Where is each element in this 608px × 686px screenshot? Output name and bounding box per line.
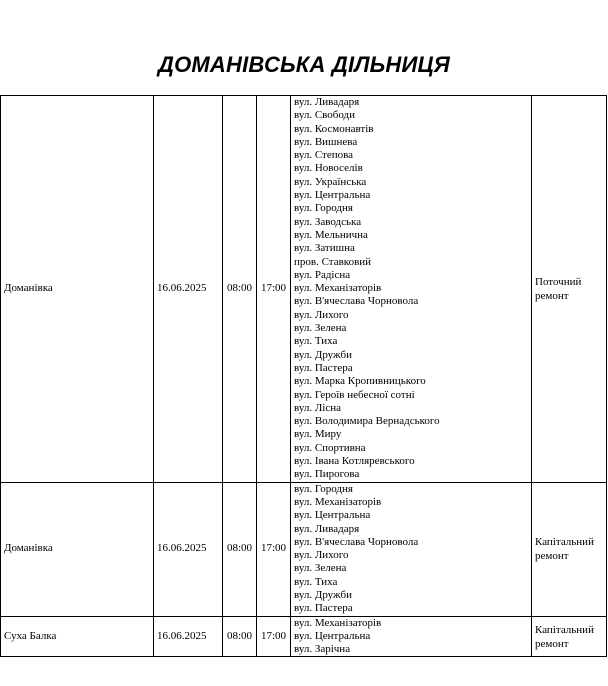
work-type-line: Капітальний	[535, 623, 594, 636]
work-type-line: Поточний	[535, 275, 582, 288]
date-cell: 16.06.2025	[154, 616, 223, 657]
street-item: вул. Заводська	[294, 215, 362, 228]
work-type-cell	[532, 482, 607, 616]
street-item: вул. Володимира Вернадського	[294, 415, 440, 428]
street-item: вул. Пастера	[294, 602, 353, 615]
date-cell: 16.06.2025	[154, 96, 223, 483]
street-item: вул. Зарічна	[294, 643, 351, 656]
page-title: ДОМАНІВСЬКА ДІЛЬНИЦЯ	[157, 52, 451, 77]
table-row	[1, 482, 607, 616]
work-type-cell	[532, 96, 607, 483]
streets-cell	[291, 616, 532, 657]
end-time-cell: 17:00	[257, 482, 291, 616]
street-item: пров. Ставковий	[294, 255, 372, 268]
outage-schedule-table	[0, 95, 607, 657]
street-item: вул. В'ячеслава Чорновола	[294, 295, 419, 308]
work-type-line: ремонт	[535, 550, 569, 563]
street-item: вул. Вишнева	[294, 135, 358, 148]
schedule-body	[1, 96, 607, 657]
end-time-cell: 17:00	[257, 616, 291, 657]
start-time-cell: 08:00	[223, 96, 257, 483]
streets-cell	[291, 482, 532, 616]
street-item: вул. Центральна	[294, 189, 371, 202]
street-item: вул. Городня	[294, 482, 353, 495]
street-item: вул. Новоселів	[294, 162, 363, 175]
work-type-line: ремонт	[535, 637, 569, 650]
street-item: вул. Механізаторів	[294, 616, 382, 629]
street-item: вул. Механізаторів	[294, 495, 382, 508]
street-item: вул. Ливадаря	[294, 96, 360, 108]
table-row	[1, 96, 607, 483]
street-item: вул. Героїв небесної сотні	[294, 388, 415, 401]
street-item: вул. Центральна	[294, 629, 371, 642]
street-item: вул. Степова	[294, 149, 354, 162]
village-cell: Доманівка	[1, 96, 154, 483]
street-item: вул. Дружби	[294, 348, 352, 361]
village-cell: Суха Балка	[1, 616, 154, 657]
start-time-cell: 08:00	[223, 482, 257, 616]
end-time-cell: 17:00	[257, 96, 291, 483]
street-item: вул. Пастера	[294, 361, 353, 374]
work-type-cell	[532, 616, 607, 657]
street-item: вул. Спортивна	[294, 441, 366, 454]
street-item: вул. Свободи	[294, 109, 356, 122]
street-item: вул. Тиха	[294, 335, 338, 348]
street-item: вул. Лісна	[294, 401, 341, 414]
street-item: вул. Дружби	[294, 588, 352, 601]
street-item: вул. Зелена	[294, 322, 347, 335]
table-row	[1, 616, 607, 657]
street-item: вул. В'ячеслава Чорновола	[294, 535, 419, 548]
start-time-cell: 08:00	[223, 616, 257, 657]
street-item: вул. Миру	[294, 428, 342, 441]
street-item: вул. Центральна	[294, 509, 371, 522]
street-item: вул. Лихого	[294, 308, 349, 321]
street-item: вул. Ливадаря	[294, 522, 360, 535]
village-cell: Доманівка	[1, 482, 154, 616]
work-type-line: ремонт	[535, 289, 569, 302]
street-item: вул. Марка Кропивницького	[294, 375, 426, 388]
street-item: вул. Івана Котляревського	[294, 455, 415, 468]
street-item: вул. Лихого	[294, 549, 349, 562]
street-item: вул. Механізаторів	[294, 282, 382, 295]
work-type-line: Капітальний	[535, 536, 594, 549]
street-item: вул. Затишна	[294, 242, 355, 255]
street-item: вул. Зелена	[294, 562, 347, 575]
street-item: вул. Тиха	[294, 575, 338, 588]
street-item: вул. Мельнична	[294, 228, 368, 241]
street-item: вул. Радісна	[294, 268, 351, 281]
street-item: вул. Городня	[294, 202, 353, 215]
date-cell: 16.06.2025	[154, 482, 223, 616]
street-item: вул. Космонавтів	[294, 122, 374, 135]
streets-cell	[291, 96, 532, 483]
street-item: вул. Українська	[294, 175, 367, 188]
street-item: вул. Пирогова	[294, 468, 360, 481]
